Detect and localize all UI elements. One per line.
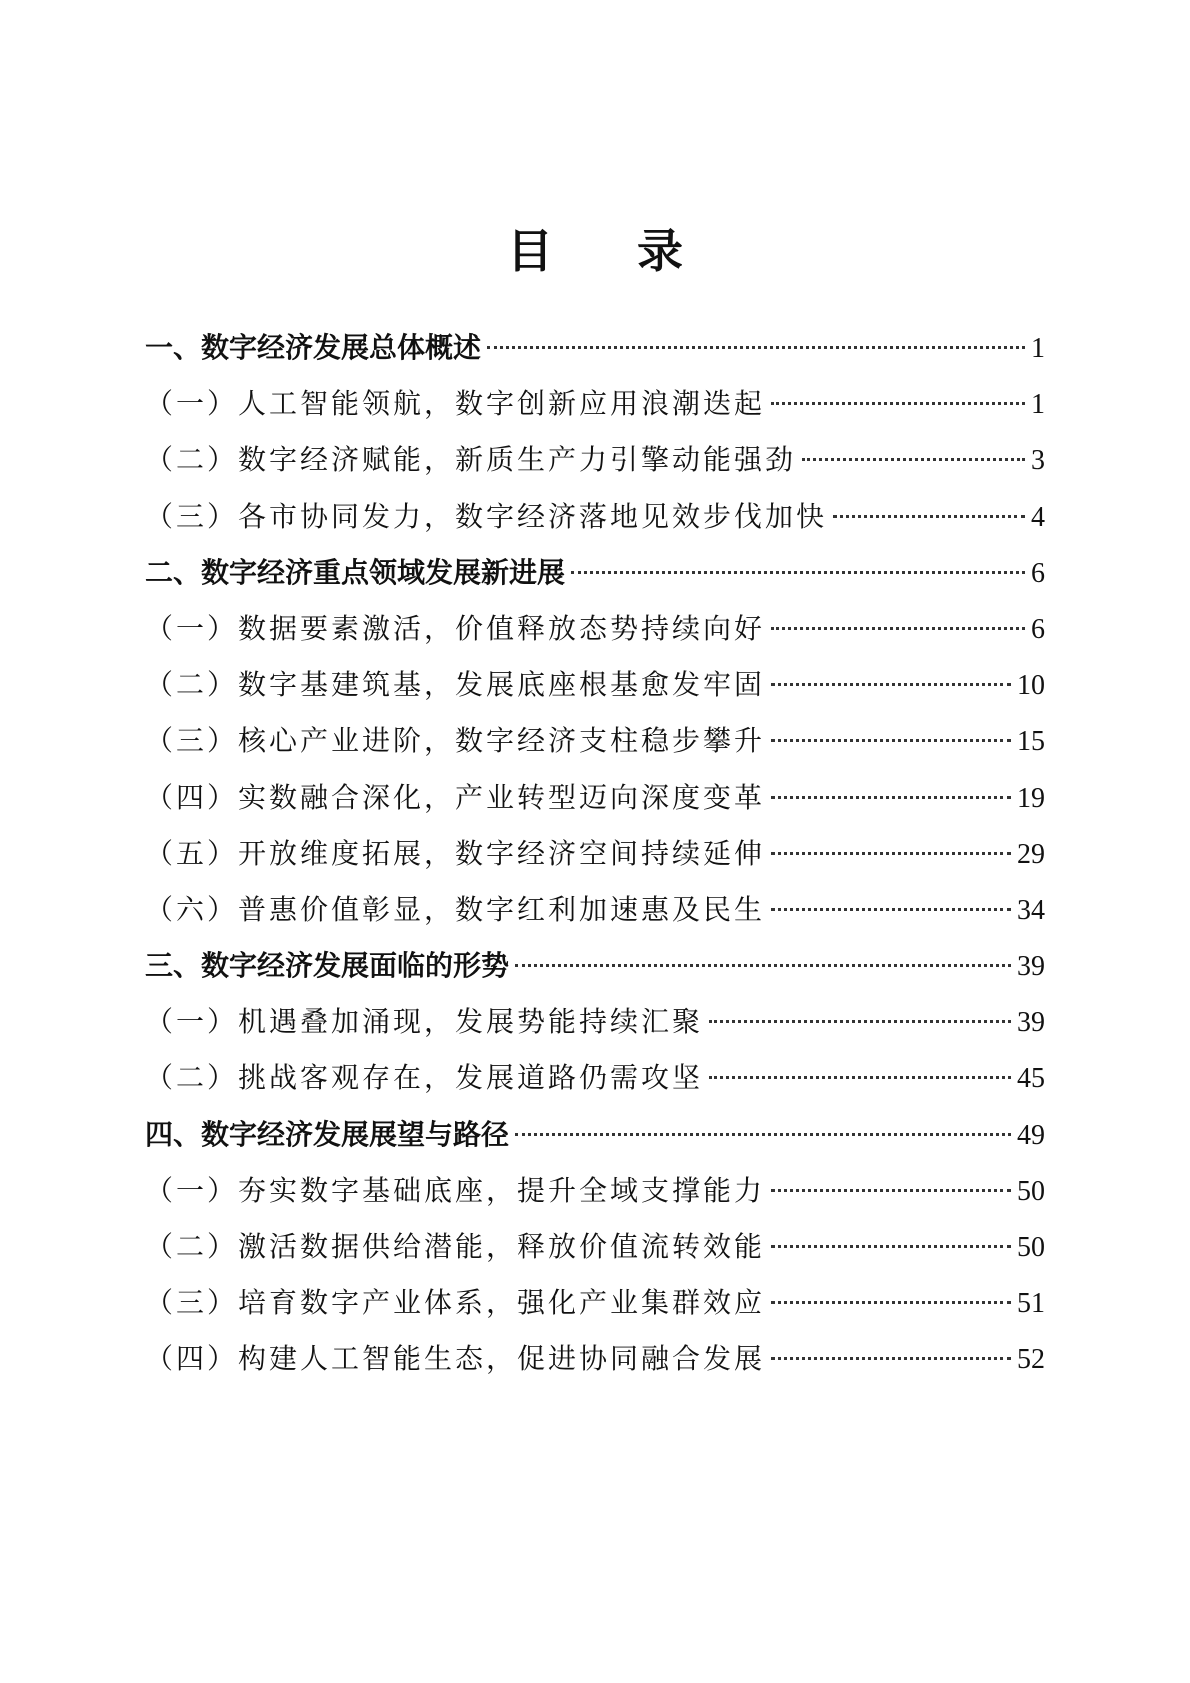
toc-page-number: 1 — [1031, 389, 1045, 421]
toc-page-number: 4 — [1031, 501, 1045, 533]
toc-page-number: 10 — [1017, 670, 1045, 702]
toc-entry[interactable] — [145, 320, 1045, 376]
toc-entry-text: （五）开放维度拓展，数字经济空间持续延伸 — [145, 836, 766, 870]
dot-leader — [771, 739, 1011, 742]
toc-page-number: 34 — [1017, 894, 1045, 926]
toc-entry[interactable] — [145, 1331, 1045, 1387]
toc-page-number: 52 — [1017, 1344, 1045, 1376]
toc-entry[interactable] — [145, 882, 1045, 938]
toc-page-number: 45 — [1017, 1063, 1045, 1095]
toc-entry-text: （三）各市协同发力，数字经济落地见效步伐加快 — [145, 499, 828, 533]
toc-entry-text: （三）核心产业进阶，数字经济支柱稳步攀升 — [145, 724, 766, 758]
toc-entry[interactable] — [145, 601, 1045, 657]
toc-entry[interactable] — [145, 545, 1045, 601]
dot-leader — [515, 1133, 1011, 1136]
dot-leader — [771, 852, 1011, 855]
toc-page-number: 6 — [1031, 557, 1045, 589]
toc-entry-text: （二）数字基建筑基，发展底座根基愈发牢固 — [145, 668, 766, 702]
toc-entry-text: （四）实数融合深化，产业转型迈向深度变革 — [145, 780, 766, 814]
toc-entry[interactable] — [145, 432, 1045, 488]
toc-page-number: 49 — [1017, 1119, 1045, 1151]
dot-leader — [487, 346, 1025, 349]
toc-page-number: 51 — [1017, 1288, 1045, 1320]
toc-entry-text: 一、数字经济发展总体概述 — [145, 331, 482, 364]
toc-entry-text: （一）夯实数字基础底座，提升全域支撑能力 — [145, 1173, 766, 1207]
toc-entry-text: （二）激活数据供给潜能，释放价值流转效能 — [145, 1230, 766, 1263]
dot-leader — [833, 515, 1025, 518]
toc-entry-text: （一）人工智能领航，数字创新应用浪潮迭起 — [145, 387, 766, 421]
toc-page-number: 15 — [1017, 726, 1045, 758]
toc-entry[interactable] — [145, 489, 1045, 545]
dot-leader — [571, 571, 1025, 574]
toc-entry[interactable] — [145, 657, 1045, 713]
toc-page-number: 50 — [1017, 1175, 1045, 1207]
toc-page-number: 3 — [1031, 445, 1045, 477]
toc-entry-text: （三）培育数字产业体系，强化产业集群效应 — [145, 1286, 766, 1320]
toc-page-number: 1 — [1031, 333, 1045, 364]
toc-entry-text: 二、数字经济重点领域发展新进展 — [145, 555, 566, 589]
toc-entry[interactable] — [145, 1107, 1045, 1163]
toc-entry[interactable] — [145, 1163, 1045, 1219]
dot-leader — [771, 796, 1011, 799]
dot-leader — [771, 683, 1011, 686]
page-title: 目 录 — [506, 223, 717, 278]
dot-leader — [802, 458, 1025, 461]
toc-entry[interactable] — [145, 1275, 1045, 1331]
toc-entry-text: （二）数字经济赋能，新质生产力引擎动能强劲 — [145, 443, 797, 477]
dot-leader — [771, 1301, 1011, 1304]
toc-entry[interactable] — [145, 994, 1045, 1050]
dot-leader — [771, 627, 1025, 630]
dot-leader — [709, 1076, 1011, 1079]
dot-leader — [771, 908, 1011, 911]
dot-leader — [771, 1357, 1011, 1360]
toc-page-number: 39 — [1017, 951, 1045, 983]
toc-entry[interactable] — [145, 1219, 1045, 1275]
toc-entry[interactable] — [145, 938, 1045, 994]
toc-entry[interactable] — [145, 770, 1045, 826]
dot-leader — [771, 1245, 1011, 1248]
toc-entry[interactable] — [145, 376, 1045, 432]
toc-page-number: 39 — [1017, 1007, 1045, 1039]
toc-page-number: 6 — [1031, 613, 1045, 645]
table-of-contents — [145, 320, 1045, 1388]
toc-entry-text: （六）普惠价值彰显，数字红利加速惠及民生 — [145, 892, 766, 926]
toc-page-number: 19 — [1017, 782, 1045, 814]
toc-entry-text: （二）挑战客观存在，发展道路仍需攻坚 — [145, 1061, 704, 1095]
toc-page-number: 29 — [1017, 838, 1045, 870]
toc-page-number: 50 — [1017, 1232, 1045, 1263]
dot-leader — [771, 1189, 1011, 1192]
toc-entry[interactable] — [145, 713, 1045, 769]
toc-entry[interactable] — [145, 826, 1045, 882]
dot-leader — [709, 1020, 1011, 1023]
toc-entry-text: （一）机遇叠加涌现，发展势能持续汇聚 — [145, 1005, 704, 1039]
dot-leader — [771, 402, 1025, 405]
toc-entry-text: （一）数据要素激活，价值释放态势持续向好 — [145, 611, 766, 645]
toc-entry[interactable] — [145, 1050, 1045, 1106]
dot-leader — [515, 964, 1011, 967]
toc-entry-text: 三、数字经济发展面临的形势 — [145, 949, 510, 983]
toc-entry-text: （四）构建人工智能生态，促进协同融合发展 — [145, 1342, 766, 1376]
toc-entry-text: 四、数字经济发展展望与路径 — [145, 1117, 510, 1151]
